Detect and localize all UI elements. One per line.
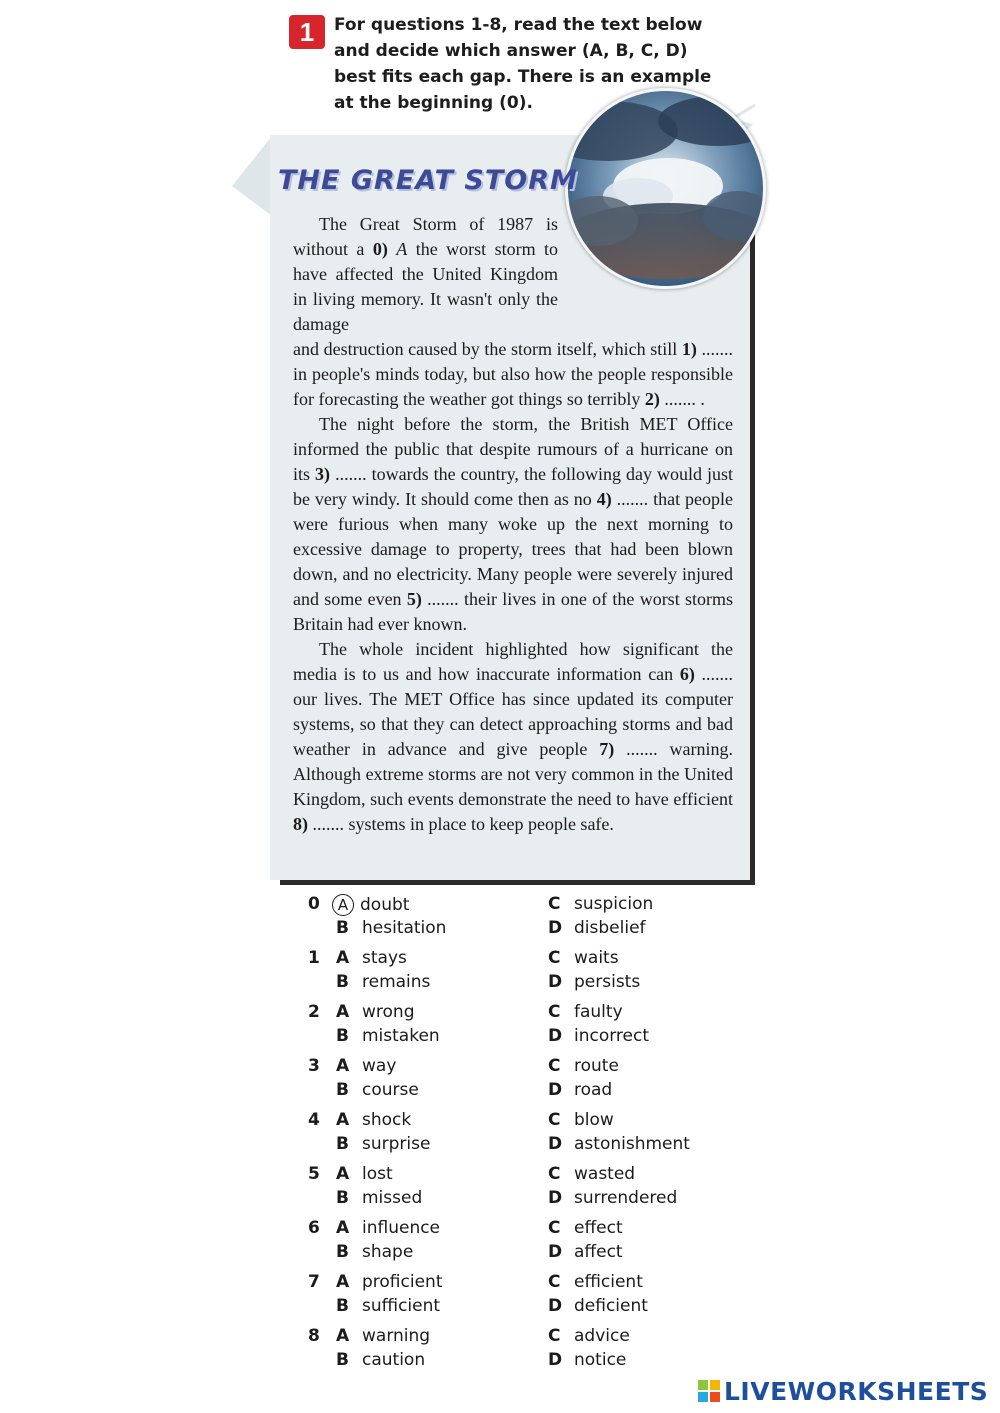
option-d[interactable]: D surrendered	[548, 1188, 678, 1208]
option-c[interactable]: C suspicion	[548, 894, 654, 914]
option-d[interactable]: D persists	[548, 972, 641, 992]
article-title: THE GREAT STORM	[278, 165, 578, 196]
question-row-2: 2 A wrong B mistaken C faulty D incorrect	[308, 1002, 650, 1046]
question-row-8: 8 A warning B caution C advice D notice	[308, 1326, 630, 1370]
option-c[interactable]: C effect	[548, 1218, 623, 1238]
option-a[interactable]: A influence	[336, 1218, 441, 1238]
option-d[interactable]: D disbelief	[548, 918, 646, 938]
circled-answer-icon: A	[332, 894, 354, 916]
option-c[interactable]: C waits	[548, 948, 619, 968]
option-b[interactable]: B shape	[336, 1242, 414, 1262]
option-c[interactable]: C route	[548, 1056, 619, 1076]
instructions: For questions 1-8, read the text below and decide which answer (A, B, C, D) best fits each gap. There is an example at the beginning (0).	[334, 15, 712, 113]
question-row-0: 0 A doubt B hesitation C suspicion D disbelief	[308, 894, 654, 938]
question-row-1: 1 A stays B remains C waits D persists	[308, 948, 641, 992]
option-a[interactable]: A lost	[336, 1164, 393, 1184]
option-c[interactable]: C blow	[548, 1110, 614, 1130]
option-d[interactable]: D astonishment	[548, 1134, 690, 1154]
option-a[interactable]: A warning	[336, 1326, 431, 1346]
option-d[interactable]: D affect	[548, 1242, 623, 1262]
option-b[interactable]: B course	[336, 1080, 419, 1100]
option-c[interactable]: C advice	[548, 1326, 630, 1346]
option-d[interactable]: D incorrect	[548, 1026, 650, 1046]
option-a[interactable]: A proficient	[336, 1272, 443, 1292]
option-d[interactable]: D notice	[548, 1350, 627, 1370]
exercise-number-badge: 1	[289, 15, 325, 49]
article-paragraph-1-intro: The Great Storm of 1987 is without a 0) A the worst storm to have affected the United Kingdom in living memory. It wasn't only the damage	[293, 214, 559, 334]
question-row-6: 6 A influence B shape C effect D affect	[308, 1218, 623, 1262]
option-a[interactable]: A wrong	[336, 1002, 415, 1022]
option-c[interactable]: C wasted	[548, 1164, 636, 1184]
panel-decoration	[232, 136, 272, 216]
option-c[interactable]: C efficient	[548, 1272, 643, 1292]
option-b[interactable]: B caution	[336, 1350, 426, 1370]
option-b[interactable]: B missed	[336, 1188, 423, 1208]
option-a[interactable]: A stays	[336, 948, 407, 968]
question-row-4: 4 A shock B surprise C blow D astonishment	[308, 1110, 690, 1154]
option-b[interactable]: B mistaken	[336, 1026, 440, 1046]
question-row-3: 3 A way B course C route D road	[308, 1056, 619, 1100]
article-paragraph-3: The whole incident highlighted how significant the media is to us and how inaccurate information can 6) ....... our lives. The MET Office has since updated its computer systems, so that they can detect approaching storms and bad weather in advance and give people 7) ....... warning. Although extreme storms are not very common in the United Kingdom, such events demonstrate the need to have efficient 8) ....... systems in place to keep people safe.	[293, 639, 734, 834]
article-paragraph-2: The night before the storm, the British MET Office informed the public that despite rumours of a hurricane on its 3) ....... towards the country, the following day would just be very windy. It should come then as no 4) ....... that people were furious when many woke up the next morning to excessive damage to property, trees that had been blown down, and no electricity. Many people were severely injured and some even 5) ....... their lives in one of the worst storms Britain had ever known.	[293, 414, 734, 634]
option-b[interactable]: B remains	[336, 972, 431, 992]
option-d[interactable]: D road	[548, 1080, 613, 1100]
option-b[interactable]: B sufficient	[336, 1296, 441, 1316]
article-paragraph-1-rest: and destruction caused by the storm itself, which still 1) ....... in people's minds today, but also how the people responsible for forecasting the weather got things so terribly 2) ....... .	[293, 339, 733, 409]
option-b[interactable]: B hesitation	[336, 918, 447, 938]
liveworksheets-logo-icon	[698, 1380, 720, 1402]
option-a[interactable]: A way	[336, 1056, 397, 1076]
option-d[interactable]: D deficient	[548, 1296, 648, 1316]
option-a[interactable]: A shock	[336, 1110, 412, 1130]
question-row-5: 5 A lost B missed C wasted D surrendered	[308, 1164, 678, 1208]
option-c[interactable]: C faulty	[548, 1002, 623, 1022]
brand-watermark: LIVEWORKSHEETS	[724, 1377, 989, 1406]
article-body	[293, 212, 733, 837]
option-b[interactable]: B surprise	[336, 1134, 431, 1154]
question-row-7: 7 A proficient B sufficient C efficient D deficient	[308, 1272, 648, 1316]
option-a[interactable]: A doubt	[336, 894, 409, 916]
